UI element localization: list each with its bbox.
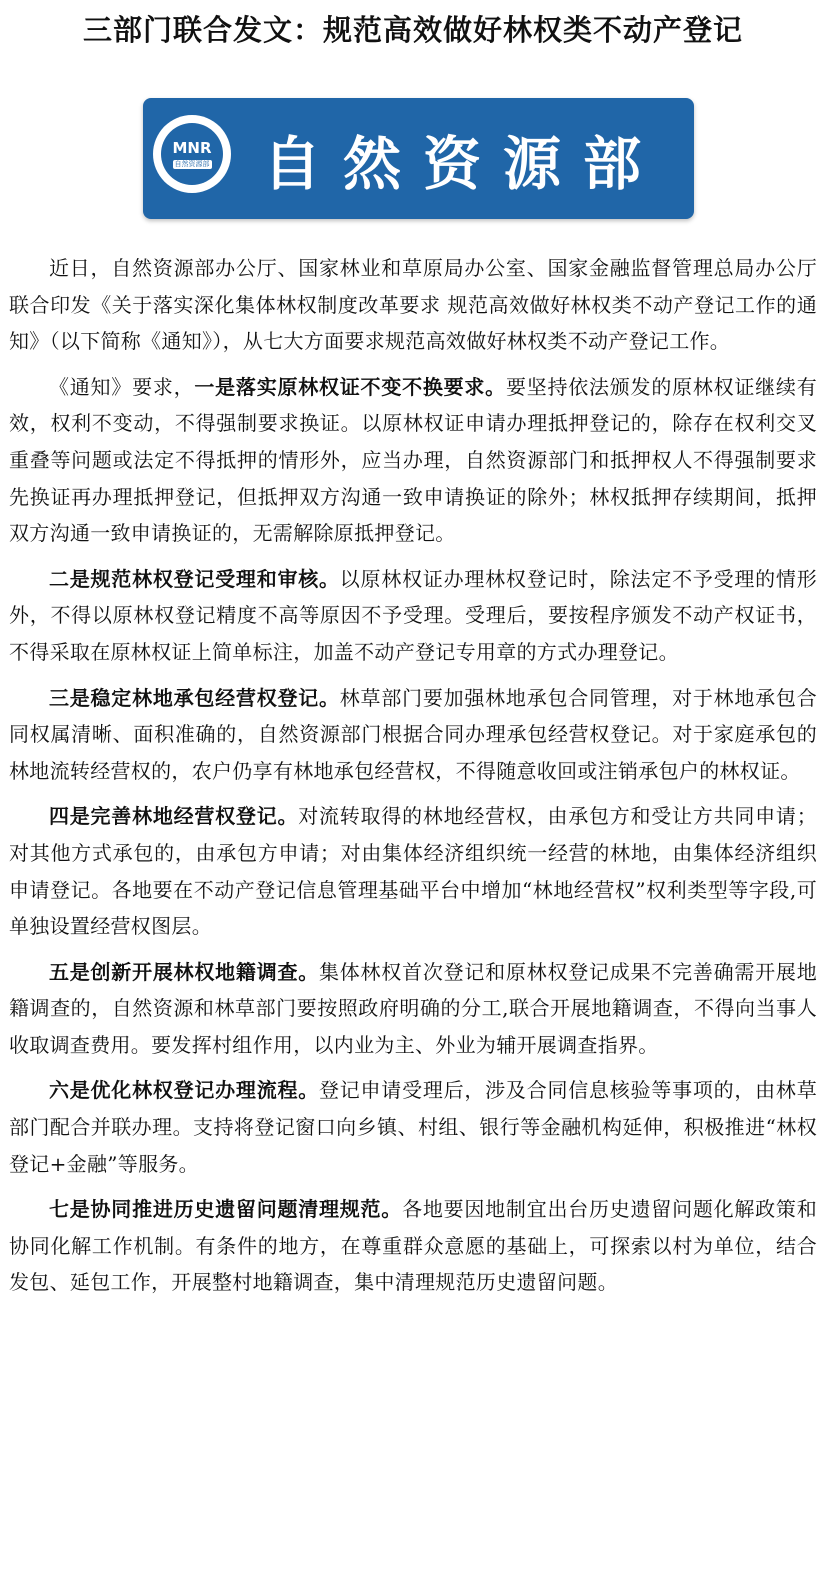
paragraph-text: 登记申请受理后，涉及合同信息核验等事项的，由林草部门配合并联办理。支持将登记窗口向乡镇、村组、银行等金融机构延伸，积极推进“林权登记+金融”等服务。 bbox=[9, 1078, 817, 1176]
paragraph-lead: 《通知》要求， bbox=[49, 374, 195, 399]
paragraph-heading: 三是稳定林地承包经营权登记。 bbox=[49, 685, 340, 710]
paragraph-intro bbox=[9, 250, 817, 360]
logo-subtitle: 自然资源部 bbox=[174, 159, 210, 168]
paragraph-heading: 五是创新开展林权地籍调查。 bbox=[49, 959, 319, 984]
paragraph-text: 集体林权首次登记和原林权登记成果不完善确需开展地籍调查的，自然资源和林草部门要按照政府明确的分工,联合开展地籍调查，不得向当事人收取调查费用。要发挥村组作用，以内业为主、外业为辅开展调查指界。 bbox=[9, 959, 817, 1057]
article-body bbox=[9, 250, 817, 1310]
mnr-logo-icon bbox=[153, 115, 231, 193]
banner-ministry-name: 自然资源部 bbox=[262, 129, 663, 198]
paragraph-point-6 bbox=[9, 1072, 817, 1182]
paragraph-text: 对流转取得的林地经营权，由承包方和受让方共同申请；对其他方式承包的，由承包方申请；对由集体经济组织统一经营的林地，由集体经济组织申请登记。各地要在不动产登记信息管理基础平台中增加“林地经营权”权利类型等字段,可单独设置经营权图层。 bbox=[9, 804, 817, 939]
paragraph-heading: 二是规范林权登记受理和审核。 bbox=[49, 566, 340, 591]
article-title: 三部门联合发文：规范高效做好林权类不动产登记 bbox=[82, 13, 743, 47]
ministry-banner bbox=[143, 98, 694, 219]
paragraph-point-3 bbox=[9, 680, 817, 790]
paragraph-point-2 bbox=[9, 561, 817, 671]
paragraph-text: 林草部门要加强林地承包合同管理，对于林地承包合同权属清晰、面积准确的，自然资源部门根据合同办理承包经营权登记。对于家庭承包的林地流转经营权的，农户仍享有林地承包经营权，不得随意收回或注销承包户的林权证。 bbox=[9, 685, 818, 783]
paragraph-heading: 六是优化林权登记办理流程。 bbox=[49, 1078, 319, 1103]
paragraph-point-1 bbox=[9, 369, 817, 552]
paragraph-point-7 bbox=[9, 1191, 817, 1301]
paragraph-text: 要坚持依法颁发的原林权证继续有效，权利不变动，不得强制要求换证。以原林权证申请办理抵押登记的，除存在权利交叉重叠等问题或法定不得抵押的情形外，应当办理，自然资源部门和抵押权人不得强制要求先换证再办理抵押登记，但抵押双方沟通一致申请换证的除外；林权抵押存续期间，抵押双方沟通一致申请换证的，无需解除原抵押登记。 bbox=[9, 374, 818, 546]
paragraph-point-4 bbox=[9, 798, 817, 944]
paragraph-text: 以原林权证办理林权登记时，除法定不予受理的情形外，不得以原林权登记精度不高等原因不予受理。受理后，要按程序颁发不动产权证书，不得采取在原林权证上简单标注，加盖不动产登记专用章的方式办理登记。 bbox=[9, 566, 818, 664]
logo-inner-circle bbox=[161, 123, 223, 185]
paragraph-text: 各地要因地制宜出台历史遗留问题化解政策和协同化解工作机制。有条件的地方，在尊重群众意愿的基础上，可探索以村为单位，结合发包、延包工作，开展整村地籍调查，集中清理规范历史遗留问题。 bbox=[9, 1197, 817, 1295]
paragraph-lead: 近日，自然资源部办公厅、国家林业和草原局办公室、国家金融监督管理总局办公厅联合印发《关于落实深化集体林权制度改革要求 规范高效做好林权类不动产登记工作的通知》（以下简称《通知》），从七大方面要求规范高效做好林权类不动产登记工作。 bbox=[9, 256, 817, 354]
logo-abbreviation: MNR bbox=[172, 138, 212, 157]
paragraph-heading: 七是协同推进历史遗留问题清理规范。 bbox=[49, 1197, 403, 1222]
paragraph-heading: 一是落实原林权证不变不换要求。 bbox=[194, 374, 506, 399]
paragraph-point-5 bbox=[9, 954, 817, 1064]
paragraph-heading: 四是完善林地经营权登记。 bbox=[49, 804, 299, 829]
